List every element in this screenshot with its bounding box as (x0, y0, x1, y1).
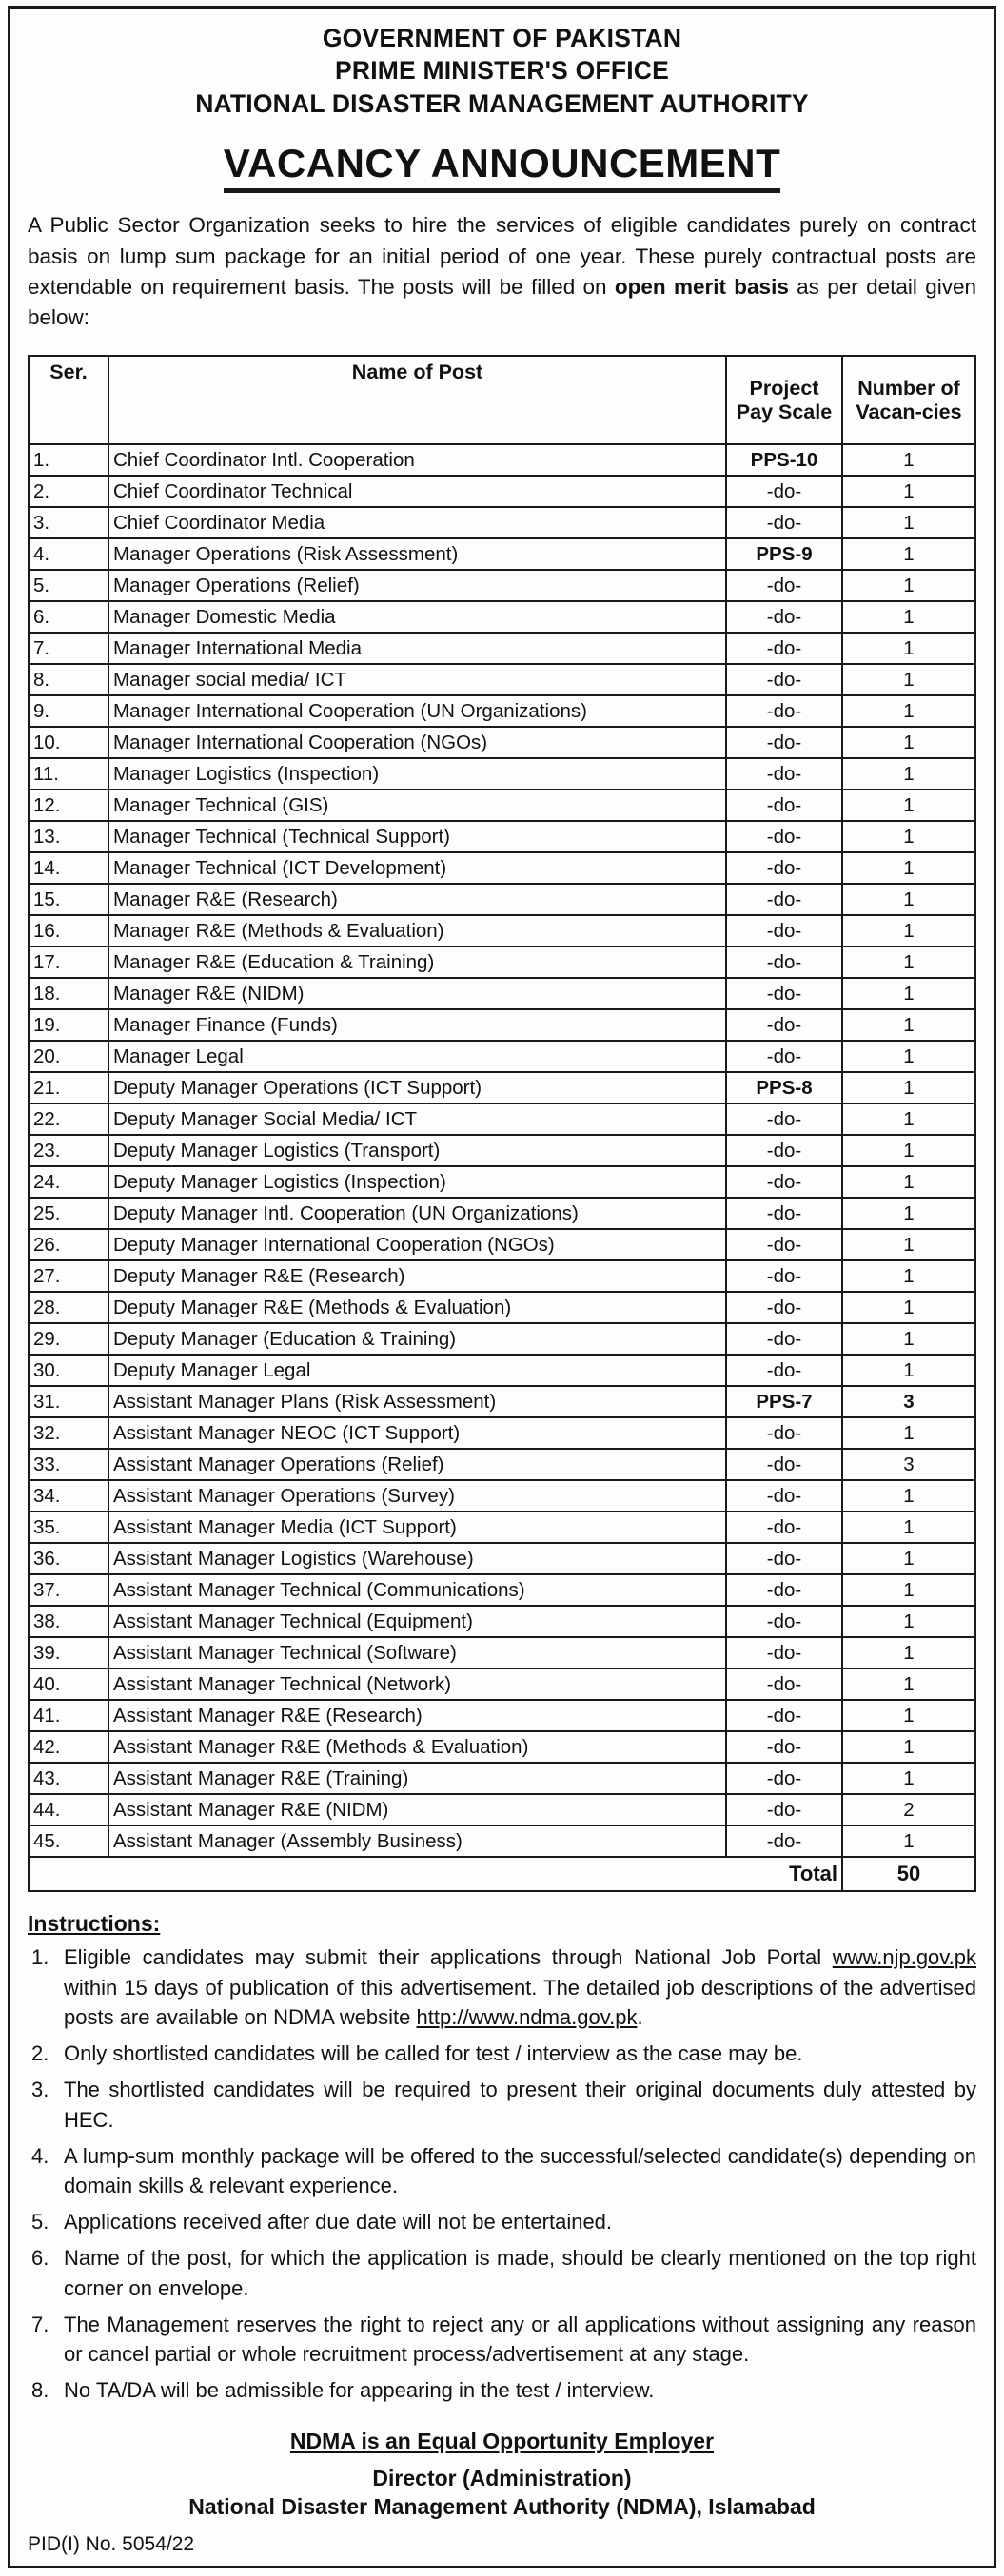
cell-vacancies: 3 (842, 1449, 975, 1480)
cell-vacancies: 1 (842, 1637, 975, 1669)
table-row (29, 1794, 975, 1825)
government-line: GOVERNMENT OF PAKISTAN (322, 24, 682, 52)
cell-ser: 28. (29, 1292, 108, 1323)
intro-paragraph (28, 210, 976, 334)
cell-ser: 13. (29, 821, 108, 852)
cell-post-name: Manager Technical (ICT Development) (108, 852, 726, 884)
cell-pay-scale: -do- (726, 601, 842, 633)
cell-ser: 15. (29, 884, 108, 915)
cell-post-name: Deputy Manager Logistics (Transport) (108, 1135, 726, 1166)
table-row (29, 695, 975, 727)
instruction-number: 7. (31, 2312, 49, 2336)
table-row (29, 1449, 975, 1480)
cell-vacancies: 1 (842, 790, 975, 821)
cell-vacancies: 2 (842, 1794, 975, 1825)
cell-pay-scale: -do- (726, 727, 842, 758)
cell-pay-scale: -do- (726, 1480, 842, 1512)
cell-post-name: Manager Technical (Technical Support) (108, 821, 726, 852)
cell-ser: 32. (29, 1417, 108, 1449)
cell-post-name: Assistant Manager Logistics (Warehouse) (108, 1543, 726, 1574)
table-row (29, 852, 975, 884)
instruction-text-segment: Eligible candidates may submit their applications through National Job Portal (64, 1945, 833, 1970)
cell-vacancies: 1 (842, 1355, 975, 1386)
instruction-text (64, 2207, 976, 2236)
cell-ser: 44. (29, 1794, 108, 1825)
instruction-text (64, 1942, 976, 2032)
organization-header (28, 22, 976, 120)
table-row (29, 1386, 975, 1417)
cell-vacancies: 1 (842, 821, 975, 852)
instruction-text-segment: The Management reserves the right to reject any or all applications without assigning any reason or cancel partial or whole recruitment process/advertisement at any stage. (64, 2312, 976, 2367)
cell-ser: 5. (29, 570, 108, 601)
cell-post-name: Manager International Media (108, 633, 726, 664)
instruction-text-segment: Only shortlisted candidates will be called for test / interview as the case may be. (64, 2041, 803, 2066)
cell-vacancies: 1 (842, 884, 975, 915)
cell-ser: 24. (29, 1166, 108, 1198)
cell-post-name: Deputy Manager (Education & Training) (108, 1323, 726, 1355)
cell-ser: 21. (29, 1072, 108, 1103)
table-row (29, 758, 975, 790)
table-row (29, 601, 975, 633)
cell-pay-scale: PPS-9 (726, 538, 842, 570)
cell-vacancies: 1 (842, 601, 975, 633)
cell-post-name: Deputy Manager International Cooperation (NGOs) (108, 1229, 726, 1260)
cell-pay-scale: -do- (726, 1574, 842, 1606)
table-row (29, 1009, 975, 1041)
cell-pay-scale: -do- (726, 978, 842, 1009)
cell-ser: 19. (29, 1009, 108, 1041)
instruction-text (64, 2243, 976, 2302)
cell-post-name: Assistant Manager Technical (Communications) (108, 1574, 726, 1606)
cell-pay-scale: -do- (726, 633, 842, 664)
instruction-item (28, 2207, 976, 2236)
cell-pay-scale: -do- (726, 1417, 842, 1449)
cell-pay-scale: -do- (726, 1198, 842, 1229)
table-row (29, 884, 975, 915)
cell-pay-scale: -do- (726, 1449, 842, 1480)
cell-post-name: Manager R&E (Research) (108, 884, 726, 915)
vacancy-table-foot (29, 1857, 975, 1891)
cell-pay-scale: -do- (726, 695, 842, 727)
table-row (29, 978, 975, 1009)
vacancy-table-body (29, 444, 975, 1857)
instruction-number: 1. (31, 1945, 49, 1970)
cell-pay-scale: -do- (726, 1355, 842, 1386)
table-row (29, 1166, 975, 1198)
cell-ser: 11. (29, 758, 108, 790)
instruction-text-segment: A lump-sum monthly package will be offered to the successful/selected candidate(s) depending on domain skills & relevant experience. (64, 2143, 976, 2198)
column-header-scale: Project Pay Scale (726, 356, 842, 444)
cell-post-name: Assistant Manager Technical (Software) (108, 1637, 726, 1669)
cell-post-name: Manager R&E (NIDM) (108, 978, 726, 1009)
cell-post-name: Chief Coordinator Media (108, 507, 726, 538)
table-row (29, 664, 975, 695)
cell-vacancies: 1 (842, 1135, 975, 1166)
table-row (29, 570, 975, 601)
cell-post-name: Deputy Manager Legal (108, 1355, 726, 1386)
table-row (29, 1229, 975, 1260)
cell-ser: 20. (29, 1041, 108, 1072)
cell-pay-scale: -do- (726, 476, 842, 507)
cell-ser: 25. (29, 1198, 108, 1229)
cell-ser: 3. (29, 507, 108, 538)
cell-ser: 1. (29, 444, 108, 476)
table-row (29, 790, 975, 821)
column-header-name: Name of Post (108, 356, 726, 444)
table-row (29, 1260, 975, 1292)
cell-post-name: Manager Logistics (Inspection) (108, 758, 726, 790)
vacancy-table (28, 355, 976, 1892)
cell-vacancies: 3 (842, 1386, 975, 1417)
cell-pay-scale: -do- (726, 758, 842, 790)
cell-pay-scale: -do- (726, 1512, 842, 1543)
cell-ser: 39. (29, 1637, 108, 1669)
advertisement-sheet (8, 6, 996, 2568)
cell-vacancies: 1 (842, 1543, 975, 1574)
cell-ser: 17. (29, 946, 108, 978)
instructions-list (28, 1942, 976, 2405)
cell-post-name: Manager social media/ ICT (108, 664, 726, 695)
table-row (29, 1103, 975, 1135)
cell-post-name: Manager International Cooperation (NGOs) (108, 727, 726, 758)
cell-post-name: Assistant Manager R&E (Research) (108, 1700, 726, 1731)
cell-vacancies: 1 (842, 664, 975, 695)
instruction-item (28, 2039, 976, 2068)
cell-vacancies: 1 (842, 1731, 975, 1763)
cell-pay-scale: PPS-8 (726, 1072, 842, 1103)
instruction-text-segment: . (637, 2004, 643, 2029)
table-row (29, 1355, 975, 1386)
table-row (29, 1041, 975, 1072)
table-total-row (29, 1857, 975, 1891)
cell-post-name: Assistant Manager Technical (Network) (108, 1669, 726, 1700)
cell-ser: 38. (29, 1606, 108, 1637)
table-header-row (29, 356, 975, 444)
cell-pay-scale: -do- (726, 1543, 842, 1574)
instruction-text (64, 2075, 976, 2134)
cell-pay-scale: -do- (726, 915, 842, 946)
instruction-text (64, 2375, 976, 2405)
cell-vacancies: 1 (842, 946, 975, 978)
cell-ser: 42. (29, 1731, 108, 1763)
cell-post-name: Deputy Manager R&E (Research) (108, 1260, 726, 1292)
table-row (29, 633, 975, 664)
table-row (29, 946, 975, 978)
cell-ser: 23. (29, 1135, 108, 1166)
cell-post-name: Manager Finance (Funds) (108, 1009, 726, 1041)
cell-pay-scale: -do- (726, 821, 842, 852)
cell-ser: 16. (29, 915, 108, 946)
cell-vacancies: 1 (842, 758, 975, 790)
cell-ser: 26. (29, 1229, 108, 1260)
cell-vacancies: 1 (842, 1606, 975, 1637)
cell-ser: 2. (29, 476, 108, 507)
cell-ser: 36. (29, 1543, 108, 1574)
total-value: 50 (842, 1857, 975, 1891)
cell-pay-scale: -do- (726, 1135, 842, 1166)
intro-emphasis: open merit basis (614, 275, 789, 300)
cell-ser: 31. (29, 1386, 108, 1417)
cell-pay-scale: -do- (726, 1669, 842, 1700)
cell-vacancies: 1 (842, 727, 975, 758)
cell-post-name: Manager International Cooperation (UN Organizations) (108, 695, 726, 727)
instruction-number: 4. (31, 2143, 49, 2168)
cell-ser: 4. (29, 538, 108, 570)
cell-pay-scale: -do- (726, 570, 842, 601)
cell-post-name: Assistant Manager Media (ICT Support) (108, 1512, 726, 1543)
instruction-text (64, 2310, 976, 2369)
cell-pay-scale: -do- (726, 1260, 842, 1292)
table-row (29, 444, 975, 476)
cell-post-name: Manager R&E (Education & Training) (108, 946, 726, 978)
cell-ser: 34. (29, 1480, 108, 1512)
cell-vacancies: 1 (842, 1512, 975, 1543)
cell-ser: 40. (29, 1669, 108, 1700)
instruction-text-segment: The shortlisted candidates will be required to present their original documents duly attested by HEC. (64, 2078, 976, 2132)
cell-pay-scale: -do- (726, 507, 842, 538)
cell-vacancies: 1 (842, 570, 975, 601)
cell-pay-scale: -do- (726, 1323, 842, 1355)
table-row (29, 1417, 975, 1449)
cell-vacancies: 1 (842, 633, 975, 664)
table-row (29, 915, 975, 946)
table-row (29, 1543, 975, 1574)
cell-post-name: Deputy Manager Social Media/ ICT (108, 1103, 726, 1135)
intro-text-part1: A Public Sector Organization seeks to hire the services of eligible candidates purely on contract basis on lump sum package for an initial period of one year. These purely contractual posts are extendable on requirement basis. The posts will be filled on (28, 213, 976, 300)
cell-vacancies: 1 (842, 1260, 975, 1292)
cell-post-name: Manager Domestic Media (108, 601, 726, 633)
cell-vacancies: 1 (842, 444, 975, 476)
cell-post-name: Manager Technical (GIS) (108, 790, 726, 821)
cell-pay-scale: -do- (726, 1009, 842, 1041)
cell-vacancies: 1 (842, 1669, 975, 1700)
cell-vacancies: 1 (842, 1041, 975, 1072)
cell-pay-scale: PPS-10 (726, 444, 842, 476)
ndma-line: NATIONAL DISASTER MANAGEMENT AUTHORITY (195, 88, 809, 118)
cell-pay-scale: -do- (726, 1825, 842, 1857)
cell-ser: 30. (29, 1355, 108, 1386)
cell-post-name: Deputy Manager Operations (ICT Support) (108, 1072, 726, 1103)
cell-vacancies: 1 (842, 1198, 975, 1229)
cell-pay-scale: -do- (726, 1166, 842, 1198)
cell-vacancies: 1 (842, 1825, 975, 1857)
column-header-vacancies: Number of Vacan-cies (842, 356, 975, 444)
table-row (29, 1669, 975, 1700)
cell-ser: 12. (29, 790, 108, 821)
cell-vacancies: 1 (842, 476, 975, 507)
cell-pay-scale: -do- (726, 1731, 842, 1763)
cell-vacancies: 1 (842, 915, 975, 946)
cell-pay-scale: -do- (726, 664, 842, 695)
table-row (29, 727, 975, 758)
instruction-item (28, 1942, 976, 2032)
cell-ser: 22. (29, 1103, 108, 1135)
instruction-item (28, 2310, 976, 2369)
instruction-text-segment: Name of the post, for which the application is made, should be clearly mentioned on the top right corner on envelope. (64, 2246, 976, 2300)
instruction-link[interactable]: http://www.ndma.gov.pk (416, 2004, 638, 2029)
cell-vacancies: 1 (842, 1292, 975, 1323)
cell-ser: 14. (29, 852, 108, 884)
page-title: VACANCY ANNOUNCEMENT (224, 141, 781, 193)
pm-office-line: PRIME MINISTER'S OFFICE (334, 56, 669, 86)
table-row (29, 538, 975, 570)
cell-post-name: Assistant Manager R&E (NIDM) (108, 1794, 726, 1825)
pid-number: PID(I) No. 5054/22 (28, 2532, 195, 2555)
table-row (29, 507, 975, 538)
table-row (29, 1731, 975, 1763)
cell-ser: 45. (29, 1825, 108, 1857)
cell-vacancies: 1 (842, 978, 975, 1009)
cell-vacancies: 1 (842, 1166, 975, 1198)
cell-post-name: Assistant Manager NEOC (ICT Support) (108, 1417, 726, 1449)
cell-ser: 9. (29, 695, 108, 727)
instruction-text-segment: within 15 days of publication of this advertisement. The detailed job descriptions of the advertised posts are available on NDMA website (64, 1975, 976, 2029)
intro-text-part2: as per detail given below: (28, 275, 976, 330)
cell-post-name: Assistant Manager Technical (Equipment) (108, 1606, 726, 1637)
cell-post-name: Manager Legal (108, 1041, 726, 1072)
table-row (29, 1323, 975, 1355)
table-row (29, 1072, 975, 1103)
table-row (29, 1606, 975, 1637)
cell-vacancies: 1 (842, 1574, 975, 1606)
cell-post-name: Assistant Manager R&E (Training) (108, 1763, 726, 1794)
cell-pay-scale: -do- (726, 1292, 842, 1323)
cell-pay-scale: -do- (726, 1637, 842, 1669)
cell-post-name: Chief Coordinator Intl. Cooperation (108, 444, 726, 476)
cell-ser: 43. (29, 1763, 108, 1794)
cell-vacancies: 1 (842, 1103, 975, 1135)
cell-ser: 7. (29, 633, 108, 664)
table-row (29, 476, 975, 507)
instruction-text (64, 2141, 976, 2200)
cell-vacancies: 1 (842, 1229, 975, 1260)
cell-post-name: Assistant Manager Operations (Relief) (108, 1449, 726, 1480)
cell-post-name: Deputy Manager R&E (Methods & Evaluation) (108, 1292, 726, 1323)
table-row (29, 1135, 975, 1166)
table-row (29, 1574, 975, 1606)
cell-vacancies: 1 (842, 1323, 975, 1355)
instruction-number: 2. (31, 2041, 49, 2066)
cell-pay-scale: PPS-7 (726, 1386, 842, 1417)
instruction-item (28, 2075, 976, 2134)
cell-vacancies: 1 (842, 1009, 975, 1041)
cell-vacancies: 1 (842, 1700, 975, 1731)
cell-post-name: Assistant Manager (Assembly Business) (108, 1825, 726, 1857)
cell-post-name: Manager Operations (Risk Assessment) (108, 538, 726, 570)
announcement-title-wrap (28, 141, 976, 193)
cell-ser: 8. (29, 664, 108, 695)
cell-post-name: Assistant Manager Operations (Survey) (108, 1480, 726, 1512)
cell-post-name: Deputy Manager Intl. Cooperation (UN Organizations) (108, 1198, 726, 1229)
cell-pay-scale: -do- (726, 1229, 842, 1260)
cell-ser: 29. (29, 1323, 108, 1355)
cell-pay-scale: -do- (726, 884, 842, 915)
instruction-item (28, 2375, 976, 2405)
cell-pay-scale: -do- (726, 946, 842, 978)
cell-vacancies: 1 (842, 1417, 975, 1449)
cell-vacancies: 1 (842, 1763, 975, 1794)
cell-vacancies: 1 (842, 852, 975, 884)
table-row (29, 1480, 975, 1512)
cell-pay-scale: -do- (726, 1103, 842, 1135)
cell-pay-scale: -do- (726, 1041, 842, 1072)
table-row (29, 1825, 975, 1857)
cell-vacancies: 1 (842, 538, 975, 570)
cell-ser: 41. (29, 1700, 108, 1731)
cell-ser: 35. (29, 1512, 108, 1543)
cell-pay-scale: -do- (726, 1700, 842, 1731)
cell-ser: 6. (29, 601, 108, 633)
cell-vacancies: 1 (842, 1480, 975, 1512)
cell-ser: 27. (29, 1260, 108, 1292)
cell-pay-scale: -do- (726, 1763, 842, 1794)
cell-ser: 10. (29, 727, 108, 758)
column-header-ser: Ser. (29, 356, 108, 444)
instruction-text-segment: No TA/DA will be admissible for appearing in the test / interview. (64, 2378, 655, 2403)
instruction-link[interactable]: www.njp.gov.pk (832, 1945, 976, 1970)
cell-ser: 18. (29, 978, 108, 1009)
cell-post-name: Deputy Manager Logistics (Inspection) (108, 1166, 726, 1198)
instruction-text (64, 2039, 976, 2068)
table-row (29, 1763, 975, 1794)
cell-post-name: Assistant Manager R&E (Methods & Evaluation) (108, 1731, 726, 1763)
authority-name: National Disaster Management Authority (NDMA), Islamabad (188, 2493, 816, 2519)
cell-ser: 33. (29, 1449, 108, 1480)
instruction-text-segment: Applications received after due date will not be entertained. (64, 2210, 613, 2234)
instruction-item (28, 2141, 976, 2200)
instruction-number: 3. (31, 2078, 49, 2102)
cell-ser: 37. (29, 1574, 108, 1606)
cell-post-name: Manager R&E (Methods & Evaluation) (108, 915, 726, 946)
table-row (29, 1198, 975, 1229)
vacancy-table-head (29, 356, 975, 444)
cell-pay-scale: -do- (726, 852, 842, 884)
cell-pay-scale: -do- (726, 1606, 842, 1637)
table-row (29, 1637, 975, 1669)
instructions-heading: Instructions: (28, 1911, 161, 1937)
total-label: Total (29, 1857, 842, 1891)
table-row (29, 1512, 975, 1543)
cell-vacancies: 1 (842, 507, 975, 538)
cell-pay-scale: -do- (726, 1794, 842, 1825)
instruction-number: 5. (31, 2210, 49, 2234)
cell-vacancies: 1 (842, 695, 975, 727)
table-row (29, 821, 975, 852)
equal-opportunity-wrap (28, 2429, 976, 2454)
instruction-number: 6. (31, 2246, 49, 2271)
cell-vacancies: 1 (842, 1072, 975, 1103)
director-title: Director (Administration) (372, 2465, 632, 2490)
table-row (29, 1700, 975, 1731)
cell-pay-scale: -do- (726, 790, 842, 821)
cell-post-name: Assistant Manager Plans (Risk Assessment) (108, 1386, 726, 1417)
equal-opportunity-statement: NDMA is an Equal Opportunity Employer (289, 2428, 715, 2453)
table-row (29, 1292, 975, 1323)
cell-post-name: Manager Operations (Relief) (108, 570, 726, 601)
instruction-item (28, 2243, 976, 2302)
instruction-number: 8. (31, 2378, 49, 2403)
cell-post-name: Chief Coordinator Technical (108, 476, 726, 507)
